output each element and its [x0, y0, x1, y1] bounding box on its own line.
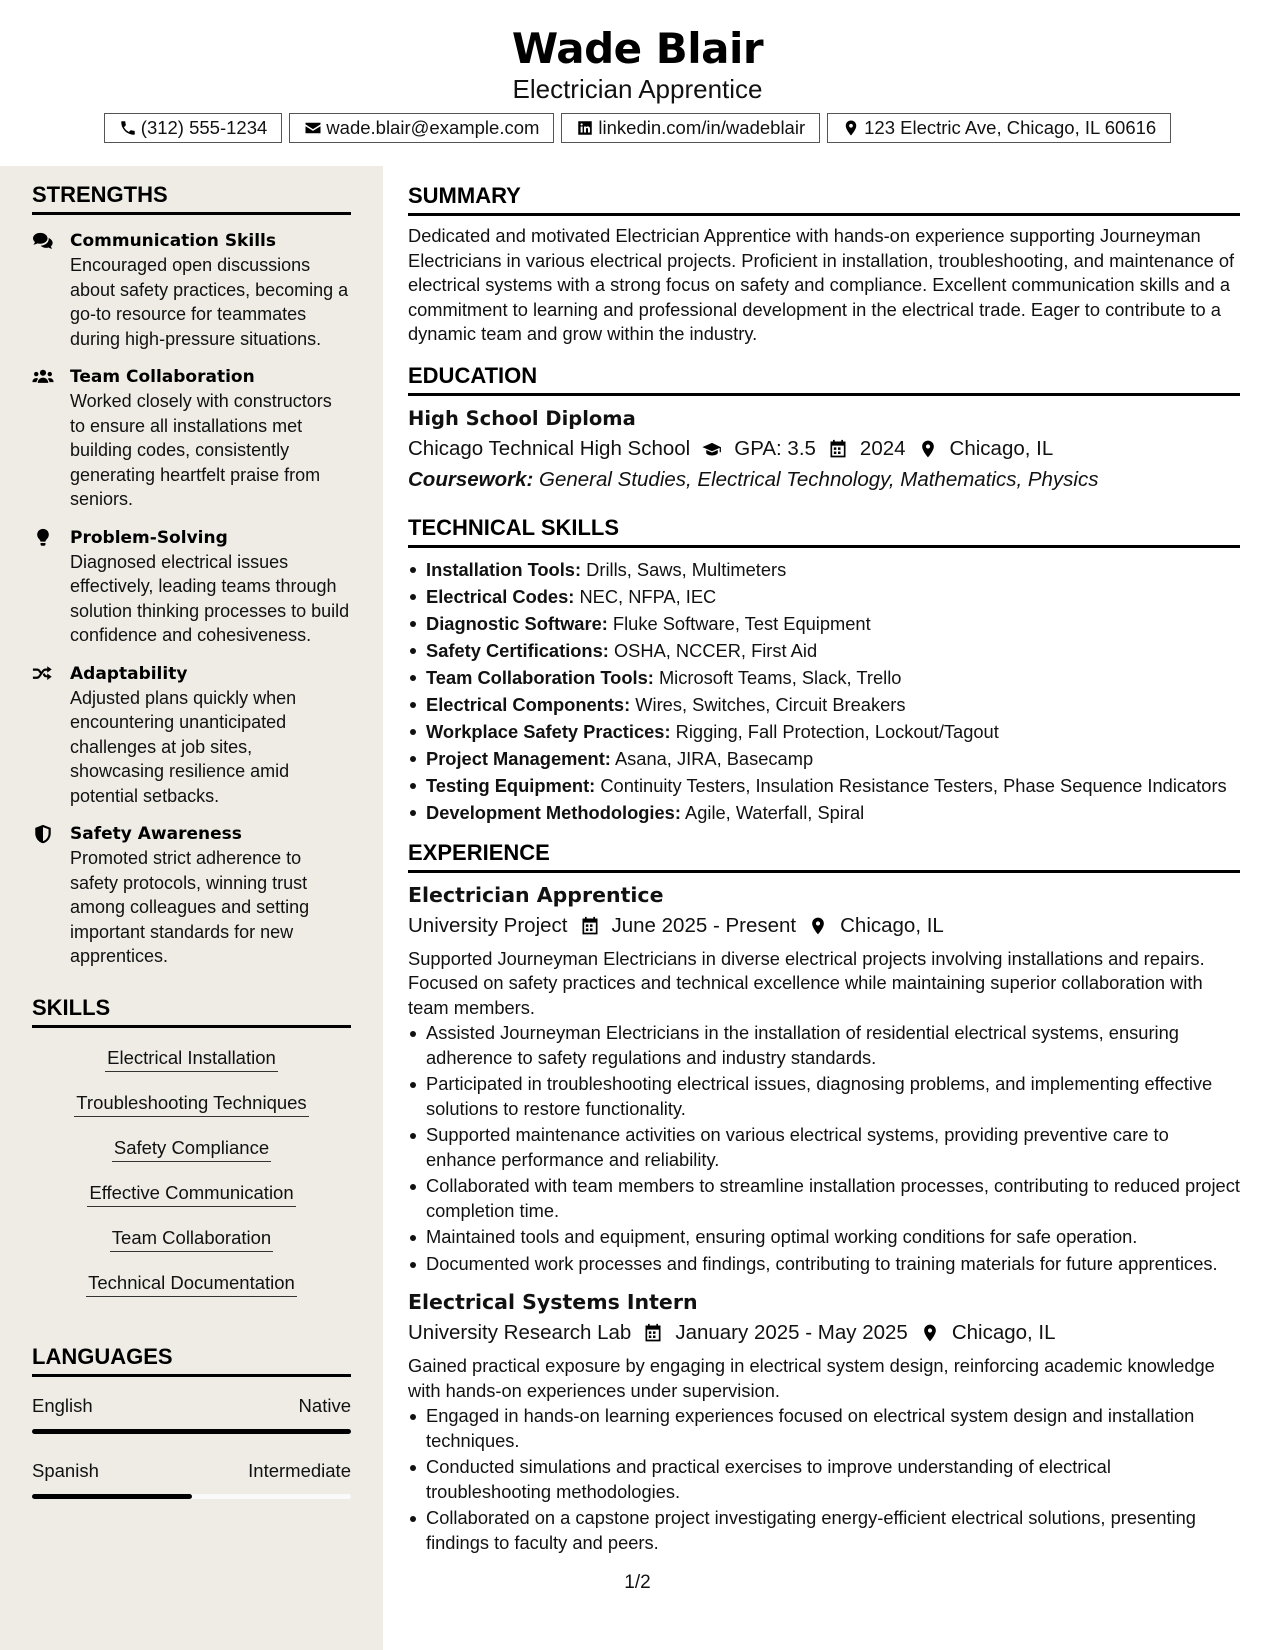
strength-title: Safety Awareness [70, 824, 242, 844]
technical-skills-list [408, 556, 1240, 826]
contact-email[interactable] [289, 113, 554, 143]
contact-phone[interactable] [104, 113, 283, 143]
calendar-icon [828, 439, 848, 459]
skill-tag: Team Collaboration [110, 1225, 273, 1252]
job-entry [408, 881, 1240, 1277]
linkedin-icon [576, 119, 594, 137]
education-school: Chicago Technical High School [408, 436, 691, 460]
job-bullets [408, 1404, 1240, 1555]
contact-email-text: wade.blair@example.com [326, 117, 540, 138]
tech-skill-value: Wires, Switches, Circuit Breakers [635, 693, 906, 715]
job-summary: Gained practical exposure by engaging in electrical system design, reinforcing academic knowledge with hands-on experiences under supervision. [408, 1355, 1215, 1401]
language-level: Native [298, 1394, 351, 1416]
list-item [408, 610, 1240, 637]
map-marker-icon [842, 119, 860, 137]
strength-desc: Worked closely with constructors to ensure all installations met building codes, consistently generating heartfelt praise from seniors. [70, 391, 332, 509]
skill-tag: Electrical Installation [105, 1045, 278, 1072]
job-location: Chicago, IL [951, 1321, 1056, 1344]
list-item: Conducted simulations and practical exercises to improve understanding of electrical troubleshooting methodologies. [408, 1455, 1240, 1504]
strength-item [32, 365, 351, 512]
experience-heading: EXPERIENCE [408, 840, 1240, 873]
list-item: Assisted Journeyman Electricians in the installation of residential electrical systems, ensuring adherence to safety regulations and industry standards. [408, 1021, 1240, 1070]
tech-skill-value: Drills, Saws, Multimeters [586, 558, 787, 580]
map-marker-icon [808, 916, 828, 936]
language-name: English [32, 1394, 93, 1416]
tech-skill-value: Rigging, Fall Protection, Lockout/Tagout [675, 720, 999, 742]
job-summary: Supported Journeyman Electricians in diverse electrical projects involving installations and repairs. Focused on safety practices and technical excellence while maintaining superior collaboration with team members. [408, 947, 1205, 1018]
tech-skill-label: Electrical Components: [426, 693, 631, 715]
skill-tag: Effective Communication [87, 1180, 295, 1207]
languages-heading: LANGUAGES [32, 1344, 351, 1377]
language-bar [32, 1494, 351, 1499]
education-year: 2024 [859, 436, 906, 460]
tech-skill-value: Fluke Software, Test Equipment [612, 612, 871, 634]
strength-item [32, 662, 351, 809]
users-icon [32, 367, 54, 387]
tech-skill-label: Project Management: [426, 747, 611, 769]
list-item [408, 718, 1240, 745]
skills-list [32, 1042, 351, 1312]
job-dates: June 2025 - Present [611, 913, 797, 937]
tech-skill-value: Asana, JIRA, Basecamp [614, 747, 814, 769]
tech-skill-value: Microsoft Teams, Slack, Trello [658, 666, 902, 688]
language-item [32, 1458, 351, 1499]
tech-skill-label: Diagnostic Software: [426, 612, 608, 634]
strengths-heading: STRENGTHS [32, 182, 351, 215]
education-location: Chicago, IL [949, 436, 1054, 460]
list-item: Documented work processes and findings, contributing to training materials for future apprentices. [408, 1252, 1240, 1277]
tech-skill-label: Development Methodologies: [426, 801, 681, 823]
map-marker-icon [918, 439, 938, 459]
list-item [408, 799, 1240, 826]
tech-skill-label: Workplace Safety Practices: [426, 720, 671, 742]
list-item: Engaged in hands-on learning experiences focused on electrical system design and installation techniques. [408, 1404, 1240, 1453]
job-location: Chicago, IL [840, 913, 944, 937]
list-item [408, 556, 1240, 583]
strength-item [32, 229, 351, 351]
strength-item [32, 526, 351, 648]
list-item [408, 772, 1240, 799]
job-entry [408, 1288, 1240, 1555]
strength-item [32, 822, 351, 969]
tech-skill-label: Safety Certifications: [426, 639, 609, 661]
tech-skill-value: NEC, NFPA, IEC [579, 585, 717, 607]
resume-header [0, 0, 1275, 166]
education-heading: EDUCATION [408, 363, 1240, 396]
education-degree: High School Diploma [408, 406, 636, 430]
list-item: Collaborated on a capstone project investigating energy-efficient electrical solutions, presenting findings to faculty and peers. [408, 1506, 1240, 1555]
tech-skill-label: Electrical Codes: [426, 585, 575, 607]
coursework-text: General Studies, Electrical Technology, Mathematics, Physics [539, 467, 1099, 491]
summary-heading: SUMMARY [408, 183, 1240, 216]
envelope-icon [304, 119, 322, 137]
summary-text: Dedicated and motivated Electrician Apprentice with hands-on experience supporting Journeyman Electricians in various electrical projects. Proficient in installation, troubleshooting, and maintenance of electrical systems with a strong focus on safety and compliance. Excellent communication skills and a commitment to learning and professional development in the electrical trade. Eager to contribute to a dynamic team and grow within the industry. [408, 225, 1235, 344]
contact-address[interactable] [827, 113, 1171, 143]
job-dates: January 2025 - May 2025 [675, 1321, 908, 1344]
candidate-role: Electrician Apprentice [512, 74, 763, 104]
strength-desc: Diagnosed electrical issues effectively, leading teams through solution thinking processes to build confidence and cohesiveness. [70, 551, 350, 645]
education-coursework [408, 465, 1240, 495]
list-item [408, 583, 1240, 610]
job-org: University Research Lab [408, 1321, 632, 1344]
language-bar-fill [32, 1429, 351, 1434]
comments-icon [32, 231, 54, 251]
skill-tag: Technical Documentation [86, 1270, 297, 1297]
strength-title: Communication Skills [70, 231, 276, 251]
calendar-icon [643, 1323, 663, 1343]
list-item: Participated in troubleshooting electrical issues, diagnosing problems, and implementing effective solutions to restore functionality. [408, 1072, 1240, 1121]
strength-title: Adaptability [70, 663, 188, 684]
map-marker-icon [920, 1323, 940, 1343]
list-item: Maintained tools and equipment, ensuring optimal working conditions for safe operation. [408, 1225, 1240, 1250]
contact-linkedin-text: linkedin.com/in/wadeblair [598, 117, 806, 138]
contact-phone-text: (312) 555-1234 [140, 117, 268, 138]
list-item [408, 664, 1240, 691]
tech-skill-value: Agile, Waterfall, Spiral [685, 801, 865, 823]
candidate-name: Wade Blair [511, 24, 764, 73]
skill-tag: Troubleshooting Techniques [74, 1090, 308, 1117]
job-meta [408, 911, 1240, 941]
tech-skill-label: Installation Tools: [426, 558, 582, 580]
list-item: Supported maintenance activities on various electrical systems, providing preventive care to enhance performance and reliability. [408, 1123, 1240, 1172]
tech-skill-label: Team Collaboration Tools: [426, 666, 654, 688]
strength-desc: Promoted strict adherence to safety protocols, winning trust among colleagues and setting important standards for new apprentices. [70, 848, 310, 966]
coursework-label: Coursework: [408, 467, 534, 491]
tech-skill-value: Continuity Testers, Insulation Resistance Testers, Phase Sequence Indicators [600, 774, 1227, 796]
shield-icon [32, 824, 54, 844]
strength-desc: Adjusted plans quickly when encountering unanticipated challenges at job sites, showcasing resilience amid potential setbacks. [70, 687, 297, 806]
language-bar-fill [32, 1494, 192, 1499]
job-meta [408, 1318, 1240, 1348]
sidebar [0, 166, 383, 1650]
list-item [408, 745, 1240, 772]
graduation-cap-icon [702, 439, 722, 459]
shuffle-icon [32, 664, 54, 684]
skills-heading: SKILLS [32, 995, 351, 1028]
job-bullets [408, 1021, 1240, 1276]
technical-skills-heading: TECHNICAL SKILLS [408, 515, 1240, 548]
language-name: Spanish [32, 1459, 99, 1481]
phone-icon [119, 119, 137, 137]
language-item [32, 1393, 351, 1434]
list-item [408, 691, 1240, 718]
education-gpa: GPA: 3.5 [734, 436, 816, 460]
job-title: Electrical Systems Intern [408, 1290, 698, 1314]
tech-skill-value: OSHA, NCCER, First Aid [613, 639, 818, 661]
job-org: University Project [408, 913, 568, 937]
lightbulb-icon [32, 528, 54, 548]
strength-desc: Encouraged open discussions about safety practices, becoming a go-to resource for teammates during high-pressure situations. [70, 255, 349, 349]
tech-skill-label: Testing Equipment: [426, 774, 596, 796]
main-content [408, 166, 1240, 1557]
page-number: 1/2 [624, 1572, 651, 1593]
language-level: Intermediate [248, 1459, 351, 1481]
job-title: Electrician Apprentice [408, 882, 664, 907]
contact-bar [0, 113, 1275, 143]
education-meta [408, 434, 1240, 464]
contact-linkedin[interactable] [561, 113, 820, 143]
list-item: Collaborated with team members to streamline installation processes, contributing to reduced project completion time. [408, 1174, 1240, 1223]
skill-tag: Safety Compliance [112, 1135, 271, 1162]
calendar-icon [580, 916, 600, 936]
list-item [408, 637, 1240, 664]
strength-title: Team Collaboration [70, 367, 255, 387]
language-bar [32, 1429, 351, 1434]
contact-address-text: 123 Electric Ave, Chicago, IL 60616 [864, 117, 1157, 138]
strength-title: Problem-Solving [70, 527, 228, 548]
